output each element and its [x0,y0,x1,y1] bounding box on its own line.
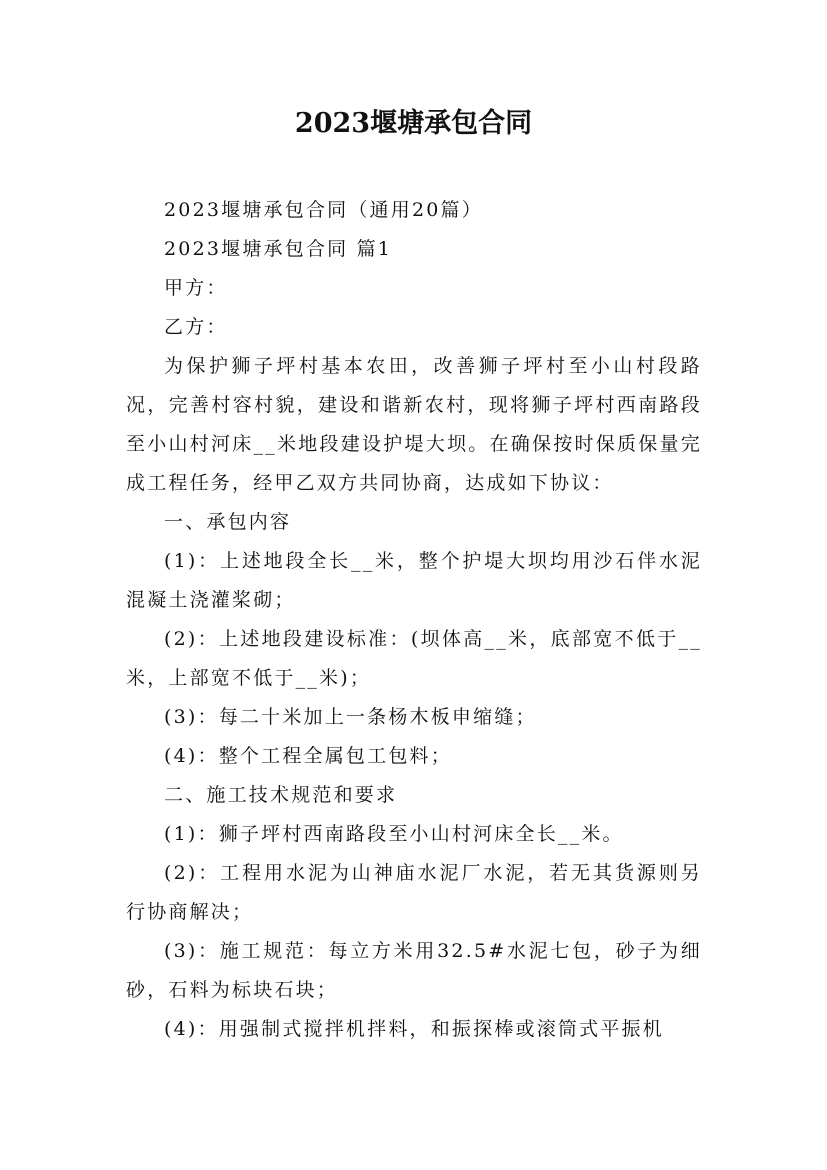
paragraph-party-a: 甲方： [164,277,228,299]
paragraph-item: (4)：用强制式搅拌机拌料，和振探棒或滚筒式平振机 [164,1018,664,1040]
paragraph-heading-contract-content: 一、承包内容 [164,511,292,533]
document-body [126,191,702,1049]
paragraph-item: (1)：狮子坪村西南路段至小山村河床全长__米。 [164,823,624,845]
paragraph-item: (1)：上述地段全长__米，整个护堤大坝均用沙石伴水泥混凝土浇灌桨砌； [126,550,702,611]
paragraph-item: (4)：整个工程全属包工包料； [164,745,452,767]
paragraph-item: (3)：施工规范：每立方米用32.5#水泥七包，砂子为细砂，石料为标块石块； [126,940,702,1001]
paragraph-section-heading: 2023堰塘承包合同 篇1 [164,238,393,260]
paragraph-heading-technical-specs: 二、施工技术规范和要求 [164,784,398,806]
paragraph-party-b: 乙方： [164,316,228,338]
document-title: 2023堰塘承包合同 [294,108,533,139]
paragraph-preamble: 为保护狮子坪村基本农田，改善狮子坪村至小山村段路况，完善村容村貌，建设和谐新农村，现将狮子坪村西南路段至小山村河床__米地段建设护堤大坝。在确保按时保质保量完成工程任务，经甲乙双方共同协商，达成如下协议： [126,355,702,494]
paragraph-item: (2)：上述地段建设标准：(坝体高__米，底部宽不低于__米，上部宽不低于__米)； [126,628,702,689]
paragraph-subtitle: 2023堰塘承包合同（通用20篇） [164,199,483,221]
paragraph-item: (2)：工程用水泥为山神庙水泥厂水泥，若无其货源则另行协商解决； [126,862,702,923]
paragraph-item: (3)：每二十米加上一条杨木板申缩缝； [164,706,537,728]
